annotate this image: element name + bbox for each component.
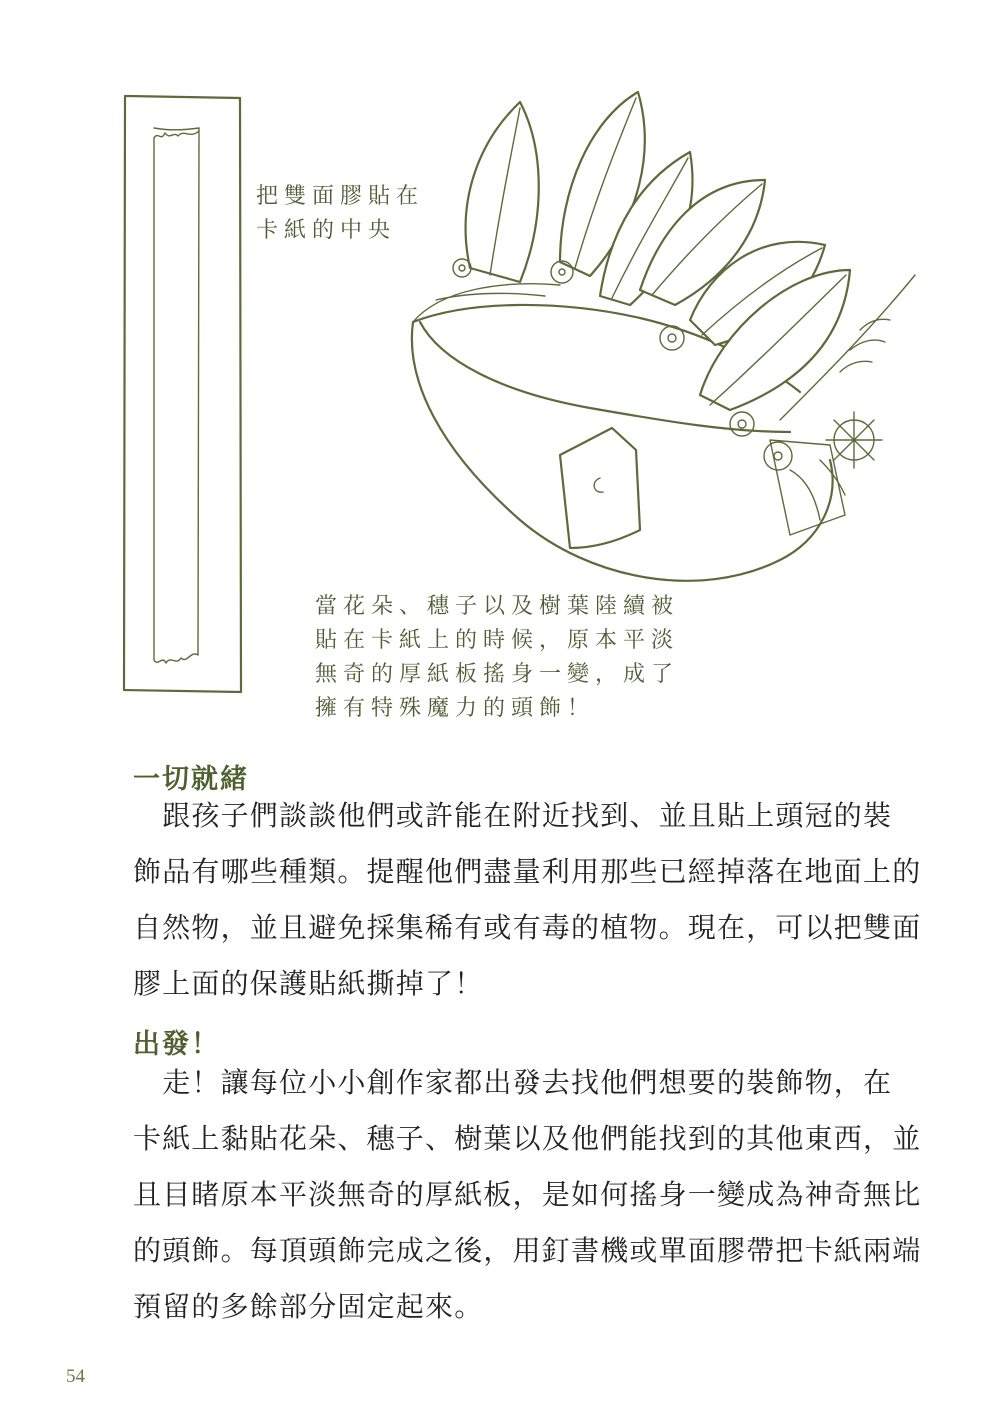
section-heading-ready: 一切就緒: [133, 764, 249, 795]
leaves-drawing: [466, 92, 915, 420]
tape-caption: [256, 180, 424, 248]
crown-caption-line-1: 當花朵、穗子以及樹葉陸續被: [315, 594, 680, 619]
paragraph-line: 卡紙上黏貼花朵、穗子、樹葉以及他們能找到的其他東西，並: [133, 1122, 922, 1155]
paragraph-line: 且目睹原本平淡無奇的厚紙板，是如何搖身一變成為神奇無比: [133, 1178, 922, 1211]
section-heading-go: 出發！: [133, 1029, 220, 1060]
paragraph-line: 走！讓每位小小創作家都出發去找他們想要的裝飾物，在: [133, 1066, 893, 1099]
crown-caption-line-4: 擁有特殊魔力的頭飾！: [315, 696, 596, 721]
paragraph-line: 預留的多餘部分固定起來。: [133, 1290, 484, 1323]
tape-caption-line-1: 把雙面膠貼在: [256, 184, 425, 209]
tape-caption-line-2: 卡紙的中央: [256, 218, 397, 243]
crown-caption-line-3: 無奇的厚紙板搖身一變，成了: [315, 662, 680, 687]
card-strip-drawing: [124, 96, 241, 692]
crown-caption: [315, 590, 679, 726]
section-body-go: [133, 1055, 922, 1335]
page-number: 54: [66, 1366, 85, 1387]
paragraph-line: 飾品有哪些種類。提醒他們盡量利用那些已經掉落在地面上的: [133, 855, 922, 888]
paragraph-line: 跟孩子們談談他們或許能在附近找到、並且貼上頭冠的裝: [133, 799, 893, 832]
paragraph-line: 的頭飾。每頂頭飾完成之後，用釘書機或單面膠帶把卡紙兩端: [133, 1234, 922, 1267]
section-body-ready: [133, 788, 922, 1012]
crown-caption-line-2: 貼在卡紙上的時候，原本平淡: [315, 628, 680, 653]
paragraph-line: 膠上面的保護貼紙撕掉了！: [133, 967, 484, 1000]
paragraph-line: 自然物，並且避免採集稀有或有毒的植物。現在，可以把雙面: [133, 911, 922, 944]
